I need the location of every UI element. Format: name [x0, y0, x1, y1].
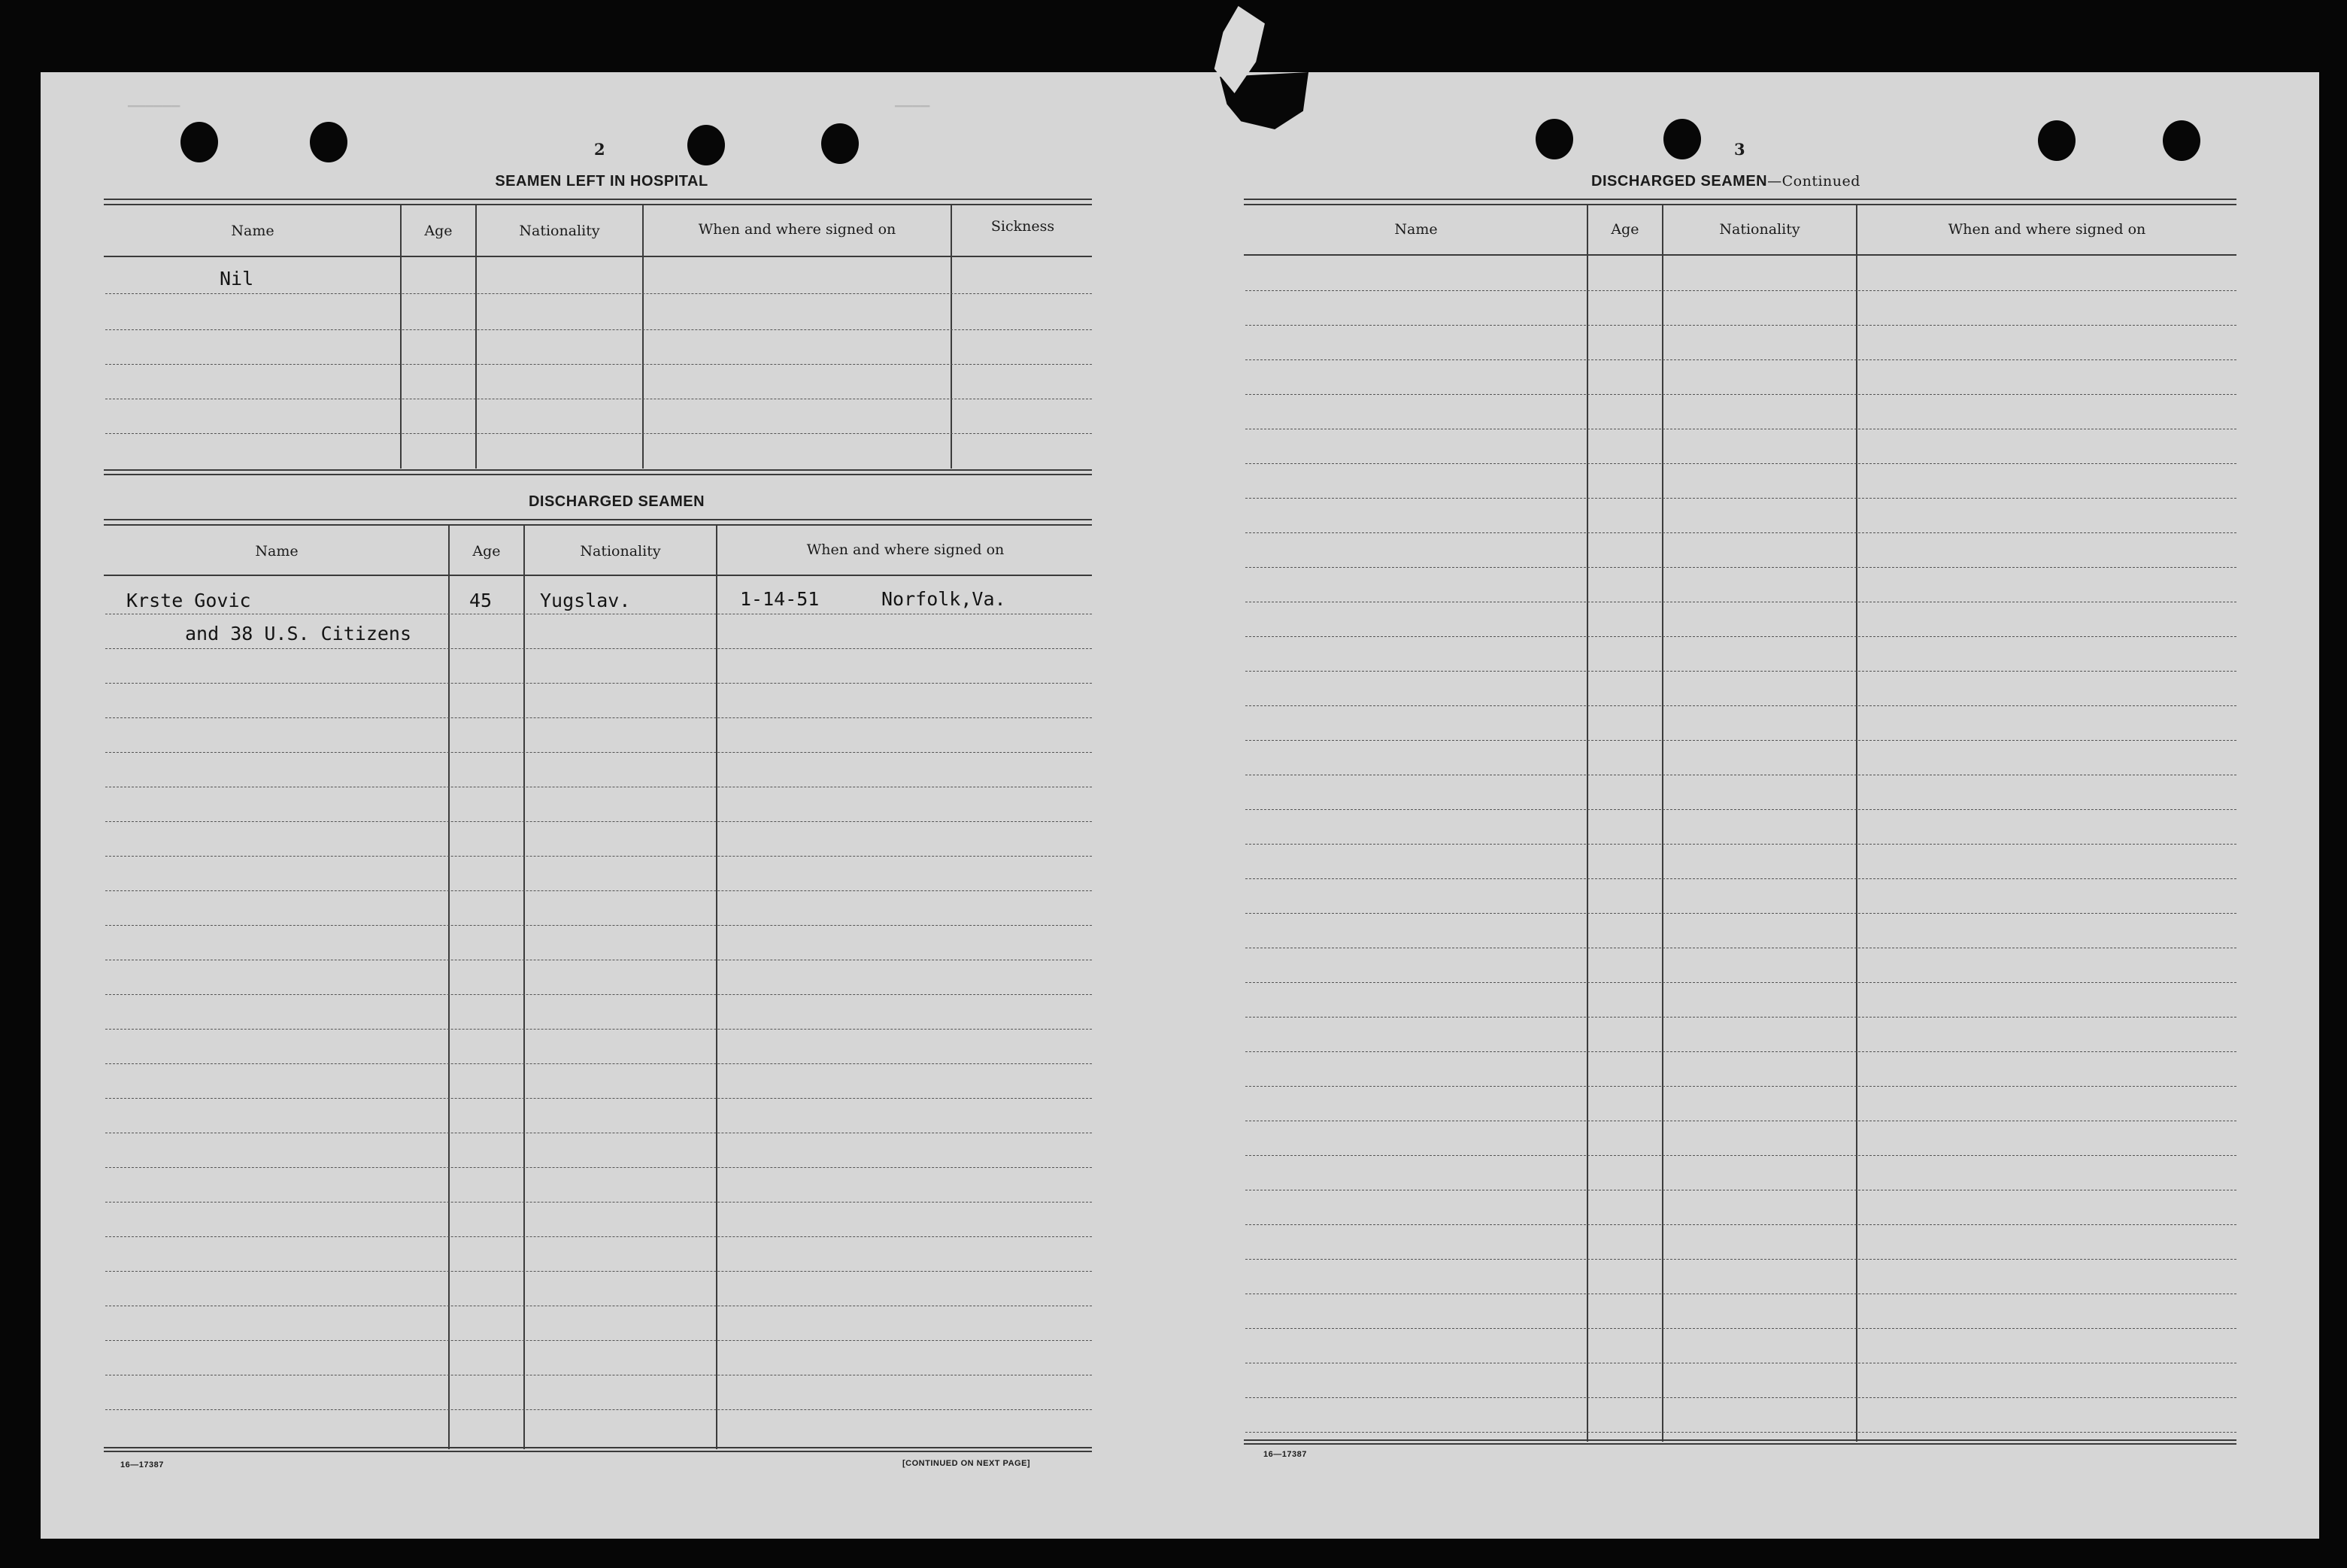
- col-header-age: Age: [424, 223, 453, 239]
- col-header-age: Age: [472, 543, 501, 560]
- dotted-row-line: [1245, 1017, 2236, 1018]
- table-rule: [104, 474, 1092, 475]
- dotted-row-line: [1245, 325, 2236, 326]
- dotted-row-line: [105, 1098, 1092, 1099]
- bleed-through-mark: ▔▔▔▔: [895, 105, 930, 119]
- seaman-signed-date: 1-14-51: [740, 588, 820, 610]
- column-divider: [448, 526, 450, 1449]
- col-header-name: Name: [231, 223, 274, 239]
- dotted-row-line: [105, 1063, 1092, 1064]
- table-rule: [1244, 204, 2236, 205]
- dotted-row-line: [105, 648, 1092, 649]
- col-header-signed-on: When and where signed on: [1948, 221, 2146, 238]
- table-rule: [104, 519, 1092, 520]
- dotted-row-line: [1245, 913, 2236, 914]
- dotted-row-line: [1245, 878, 2236, 879]
- dotted-row-line: [105, 329, 1092, 330]
- dotted-row-line: [1245, 844, 2236, 845]
- dotted-row-line: [105, 683, 1092, 684]
- dotted-row-line: [1245, 290, 2236, 291]
- punch-hole: [821, 123, 859, 164]
- column-divider: [1856, 205, 1857, 1442]
- dotted-row-line: [105, 856, 1092, 857]
- column-divider: [951, 205, 952, 469]
- table-rule: [1244, 254, 2236, 256]
- hospital-entry-name: Nil: [220, 268, 254, 290]
- table-rule: [1244, 1443, 2236, 1445]
- column-divider: [1662, 205, 1663, 1442]
- dotted-row-line: [105, 364, 1092, 365]
- dotted-row-line: [105, 293, 1092, 294]
- seaman-signed-place: Norfolk,Va.: [881, 588, 1006, 610]
- dotted-row-line: [1245, 1224, 2236, 1225]
- dotted-row-line: [105, 994, 1092, 995]
- col-header-signed-on: When and where signed on: [806, 541, 1005, 558]
- col-header-name: Name: [255, 543, 299, 560]
- dotted-row-line: [105, 717, 1092, 718]
- table-rule: [1244, 199, 2236, 200]
- page-number: 3: [1734, 140, 1746, 159]
- punch-hole: [1663, 119, 1701, 159]
- col-header-signed-on: When and where signed on: [698, 221, 896, 238]
- table-rule: [1244, 1439, 2236, 1441]
- dotted-row-line: [1245, 636, 2236, 637]
- dotted-row-line: [1245, 394, 2236, 395]
- table-rule: [104, 575, 1092, 576]
- table-rule: [104, 256, 1092, 257]
- dotted-row-line: [1245, 1155, 2236, 1156]
- column-divider: [1587, 205, 1588, 1442]
- table-rule: [104, 1447, 1092, 1448]
- column-divider: [400, 205, 402, 469]
- dotted-row-line: [1245, 532, 2236, 533]
- punch-hole: [2038, 120, 2076, 161]
- page-number: 2: [594, 140, 606, 159]
- dotted-row-line: [105, 925, 1092, 926]
- bleed-through-mark: ▔▔▔▔▔▔: [128, 105, 180, 119]
- dotted-row-line: [1245, 1328, 2236, 1329]
- punch-hole: [687, 125, 725, 165]
- dotted-row-line: [105, 821, 1092, 822]
- dotted-row-line: [1245, 671, 2236, 672]
- form-number: 16—17387: [1263, 1450, 1307, 1459]
- dotted-row-line: [105, 1340, 1092, 1341]
- dotted-row-line: [1245, 359, 2236, 360]
- column-divider: [523, 526, 525, 1449]
- col-header-sickness: Sickness: [990, 218, 1055, 235]
- col-header-name: Name: [1394, 221, 1438, 238]
- punch-hole: [2163, 120, 2200, 161]
- hospital-section-title: SEAMEN LEFT IN HOSPITAL: [495, 173, 708, 190]
- table-rule: [104, 524, 1092, 526]
- continued-note: [CONTINUED ON NEXT PAGE]: [902, 1459, 1031, 1468]
- col-header-nationality: Nationality: [1719, 221, 1800, 238]
- dotted-row-line: [1245, 809, 2236, 810]
- discharged-section-title: DISCHARGED SEAMEN: [528, 493, 705, 510]
- dotted-row-line: [105, 1236, 1092, 1237]
- dotted-row-line: [1245, 498, 2236, 499]
- dotted-row-line: [1245, 463, 2236, 464]
- punch-hole: [1536, 119, 1573, 159]
- dotted-row-line: [1245, 1397, 2236, 1398]
- table-rule: [104, 469, 1092, 471]
- punch-hole: [180, 122, 218, 162]
- column-divider: [716, 526, 717, 1449]
- dotted-row-line: [105, 1202, 1092, 1203]
- dotted-row-line: [105, 433, 1092, 434]
- dotted-row-line: [1245, 567, 2236, 568]
- dotted-row-line: [105, 1029, 1092, 1030]
- dotted-row-line: [105, 1409, 1092, 1410]
- dotted-row-line: [1245, 740, 2236, 741]
- table-rule: [104, 199, 1092, 200]
- col-header-age: Age: [1611, 221, 1639, 238]
- table-rule: [104, 1451, 1092, 1452]
- seaman-age: 45: [469, 590, 493, 611]
- seaman-name: Krste Govic: [126, 590, 251, 611]
- discharged-title-main: DISCHARGED SEAMEN: [1591, 173, 1768, 190]
- dotted-row-line: [1245, 982, 2236, 983]
- seaman-nationality: Yugslav.: [540, 590, 631, 611]
- dotted-row-line: [1245, 705, 2236, 706]
- dotted-row-line: [105, 752, 1092, 753]
- table-rule: [104, 204, 1092, 205]
- form-sheet: [41, 72, 2319, 1539]
- form-number: 16—17387: [120, 1460, 164, 1469]
- dotted-row-line: [1245, 1086, 2236, 1087]
- dotted-row-line: [105, 1271, 1092, 1272]
- column-divider: [475, 205, 477, 469]
- column-divider: [642, 205, 644, 469]
- seaman-name-continued: and 38 U.S. Citizens: [185, 623, 412, 644]
- dotted-row-line: [105, 1167, 1092, 1168]
- col-header-nationality: Nationality: [580, 543, 661, 560]
- col-header-nationality: Nationality: [519, 223, 600, 239]
- punch-hole: [310, 122, 347, 162]
- dotted-row-line: [105, 890, 1092, 891]
- discharged-continued-title: [1248, 173, 2203, 190]
- dotted-row-line: [1245, 1051, 2236, 1052]
- dotted-row-line: [1245, 1432, 2236, 1433]
- dotted-row-line: [1245, 1259, 2236, 1260]
- discharged-title-continued: —Continued: [1767, 173, 1860, 190]
